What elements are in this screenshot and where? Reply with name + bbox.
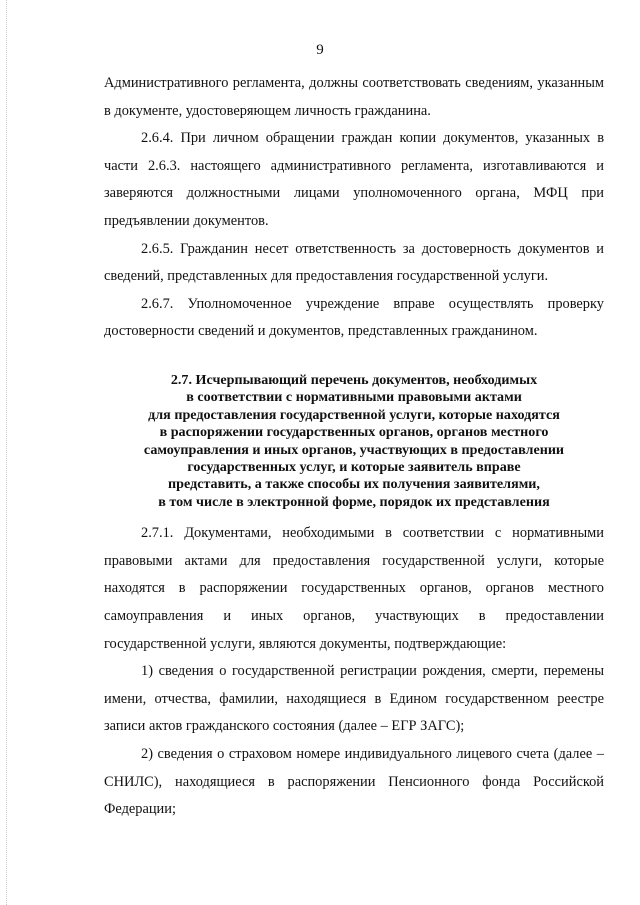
paragraph-2-7-1: 2.7.1. Документами, необходимыми в соответствии с нормативными правовыми актами для предоставления государственной услуги, которые находятся в распоряжении государственных органов, органов местного самоуправления и иных органов, участвующих в предоставлении государственной услуги, являются документы, подтверждающие: (104, 525, 604, 652)
list-item-2-snils: 2) сведения о страховом номере индивидуального лицевого счета (далее – СНИЛС), находящиеся в распоряжении Пенсионного фонда Российской Федерации; (104, 745, 604, 818)
list-item-1-egr-zags: 1) сведения о государственной регистрации рождения, смерти, перемены имени, отчества, фамилии, находящиеся в Едином государственном реестре записи актов гражданского состояния (далее – ЕГР ЗАГС); (104, 663, 604, 735)
paragraph-regulation-continuation: Административного регламента, должны соответствовать сведениям, указанным в документе, удостоверяющем личность гражданина. (104, 75, 604, 119)
paragraph-2-6-7: 2.6.7. Уполномоченное учреждение вправе осуществлять проверку достоверности сведений и документов, представленных гражданином. (104, 295, 604, 340)
heading-line: самоуправления и иных органов, участвующих в предоставлении (143, 441, 565, 458)
heading-line: в соответствии с нормативными правовыми актами (186, 389, 522, 406)
page-margin-line (6, 0, 7, 905)
paragraph-2-6-5: 2.6.5. Гражданин несет ответственность за достоверность документов и сведений, представленных для предоставления государственной услуги. (104, 240, 604, 285)
paragraph-2-6-4: 2.6.4. При личном обращении граждан копии документов, указанных в части 2.6.3. настоящего административного регламента, изготавливаются и заверяются должностными лицами уполномоченного органа, МФЦ при предъявлении документов. (104, 130, 604, 229)
heading-line: для предоставления государственной услуги, которые находятся (148, 406, 560, 423)
section-heading-2-7 (104, 372, 604, 511)
heading-line: 2.7. Исчерпывающий перечень документов, необходимых (170, 371, 538, 388)
heading-line: государственных услуг, и которые заявитель вправе (187, 458, 521, 475)
heading-line: представить, а также способы их получения заявителями, (168, 476, 540, 493)
heading-line: в том числе в электронной форме, порядок их представления (158, 493, 550, 510)
document-body (104, 70, 604, 824)
heading-line: в распоряжении государственных органов, органов местного (159, 424, 549, 441)
page-number: 9 (316, 42, 324, 58)
